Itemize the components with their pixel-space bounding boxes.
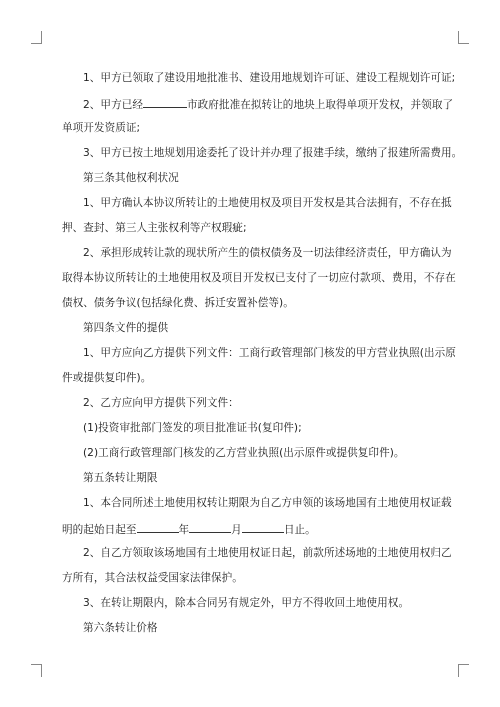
paragraph-line: 2、承担形成转让款的现状所产生的债权债务及一切法律经济责任，甲方确认为 xyxy=(83,247,452,259)
paragraph-line: 2、自乙方领取该场地国有土地使用权证日起，前款所述场地的土地使用权归乙 xyxy=(83,547,452,559)
paragraph-line xyxy=(83,96,453,112)
corner-mark-top-right xyxy=(458,31,469,44)
text-segment: 日止。 xyxy=(283,524,316,536)
paragraph-line: 1、甲方应向乙方提供下列文件：工商行政管理部门核发的甲方营业执照(出示原 xyxy=(83,347,456,359)
fill-blank xyxy=(137,521,179,533)
text-segment: 市政府批准在拟转让的地块上取得单项开发权，并领取了 xyxy=(187,99,454,111)
paragraph-line: 1、本合同所述土地使用权转让期限为自乙方申领的该场地国有土地使用权证载 xyxy=(83,497,452,509)
fill-blank xyxy=(242,521,284,533)
corner-mark-bottom-left xyxy=(31,664,42,677)
paragraph-line: 2、乙方应向甲方提供下列文件： xyxy=(83,397,239,409)
section-heading: 第四条文件的提供 xyxy=(83,322,169,334)
paragraph-line: 押、查封、第三人主张权利等产权瑕疵; xyxy=(62,222,247,234)
paragraph-line: 单项开发资质证; xyxy=(62,122,141,134)
paragraph-line xyxy=(62,521,316,537)
section-heading: 第六条转让价格 xyxy=(83,622,158,634)
paragraph-line: 1、甲方已领取了建设用地批准书、建设用地规划许可证、建设工程规划许可证; xyxy=(83,72,456,84)
paragraph-line: (1)投资审批部门签发的项目批准证书(复印件); xyxy=(83,422,302,434)
text-segment: 年 xyxy=(178,524,190,536)
text-segment: 明的起始日起至 xyxy=(62,524,137,536)
section-heading: 第三条其他权利状况 xyxy=(83,172,179,184)
text-segment: 2、甲方已经 xyxy=(83,99,144,111)
fill-blank xyxy=(143,96,187,108)
fill-blank xyxy=(189,521,231,533)
paragraph-line: 取得本协议所转让的土地使用权及项目开发权已支付了一切应付款项、费用，不存在 xyxy=(62,272,456,284)
paragraph-line: 方所有，其合法权益受国家法律保护。 xyxy=(62,572,243,584)
paragraph-line: 1、甲方确认本协议所转让的土地使用权及项目开发权是其合法拥有，不存在抵 xyxy=(83,197,452,209)
paragraph-line: 3、甲方已按土地规划用途委托了设计并办理了报建手续，缴纳了报建所需费用。 xyxy=(83,147,463,159)
paragraph-line: 3、在转让期限内，除本合同另有规定外，甲方不得收回土地使用权。 xyxy=(83,597,410,609)
paragraph-line: 债权、债务争议(包括绿化费、拆迁安置补偿等)。 xyxy=(62,297,294,309)
corner-mark-top-left xyxy=(31,31,42,44)
text-segment: 月 xyxy=(231,524,242,536)
paragraph-line: 件或提供复印件)。 xyxy=(62,372,152,384)
corner-mark-bottom-right xyxy=(458,664,469,677)
section-heading: 第五条转让期限 xyxy=(83,472,158,484)
paragraph-line: (2)工商行政管理部门核发的乙方营业执照(出示原件或提供复印件)。 xyxy=(83,447,405,459)
